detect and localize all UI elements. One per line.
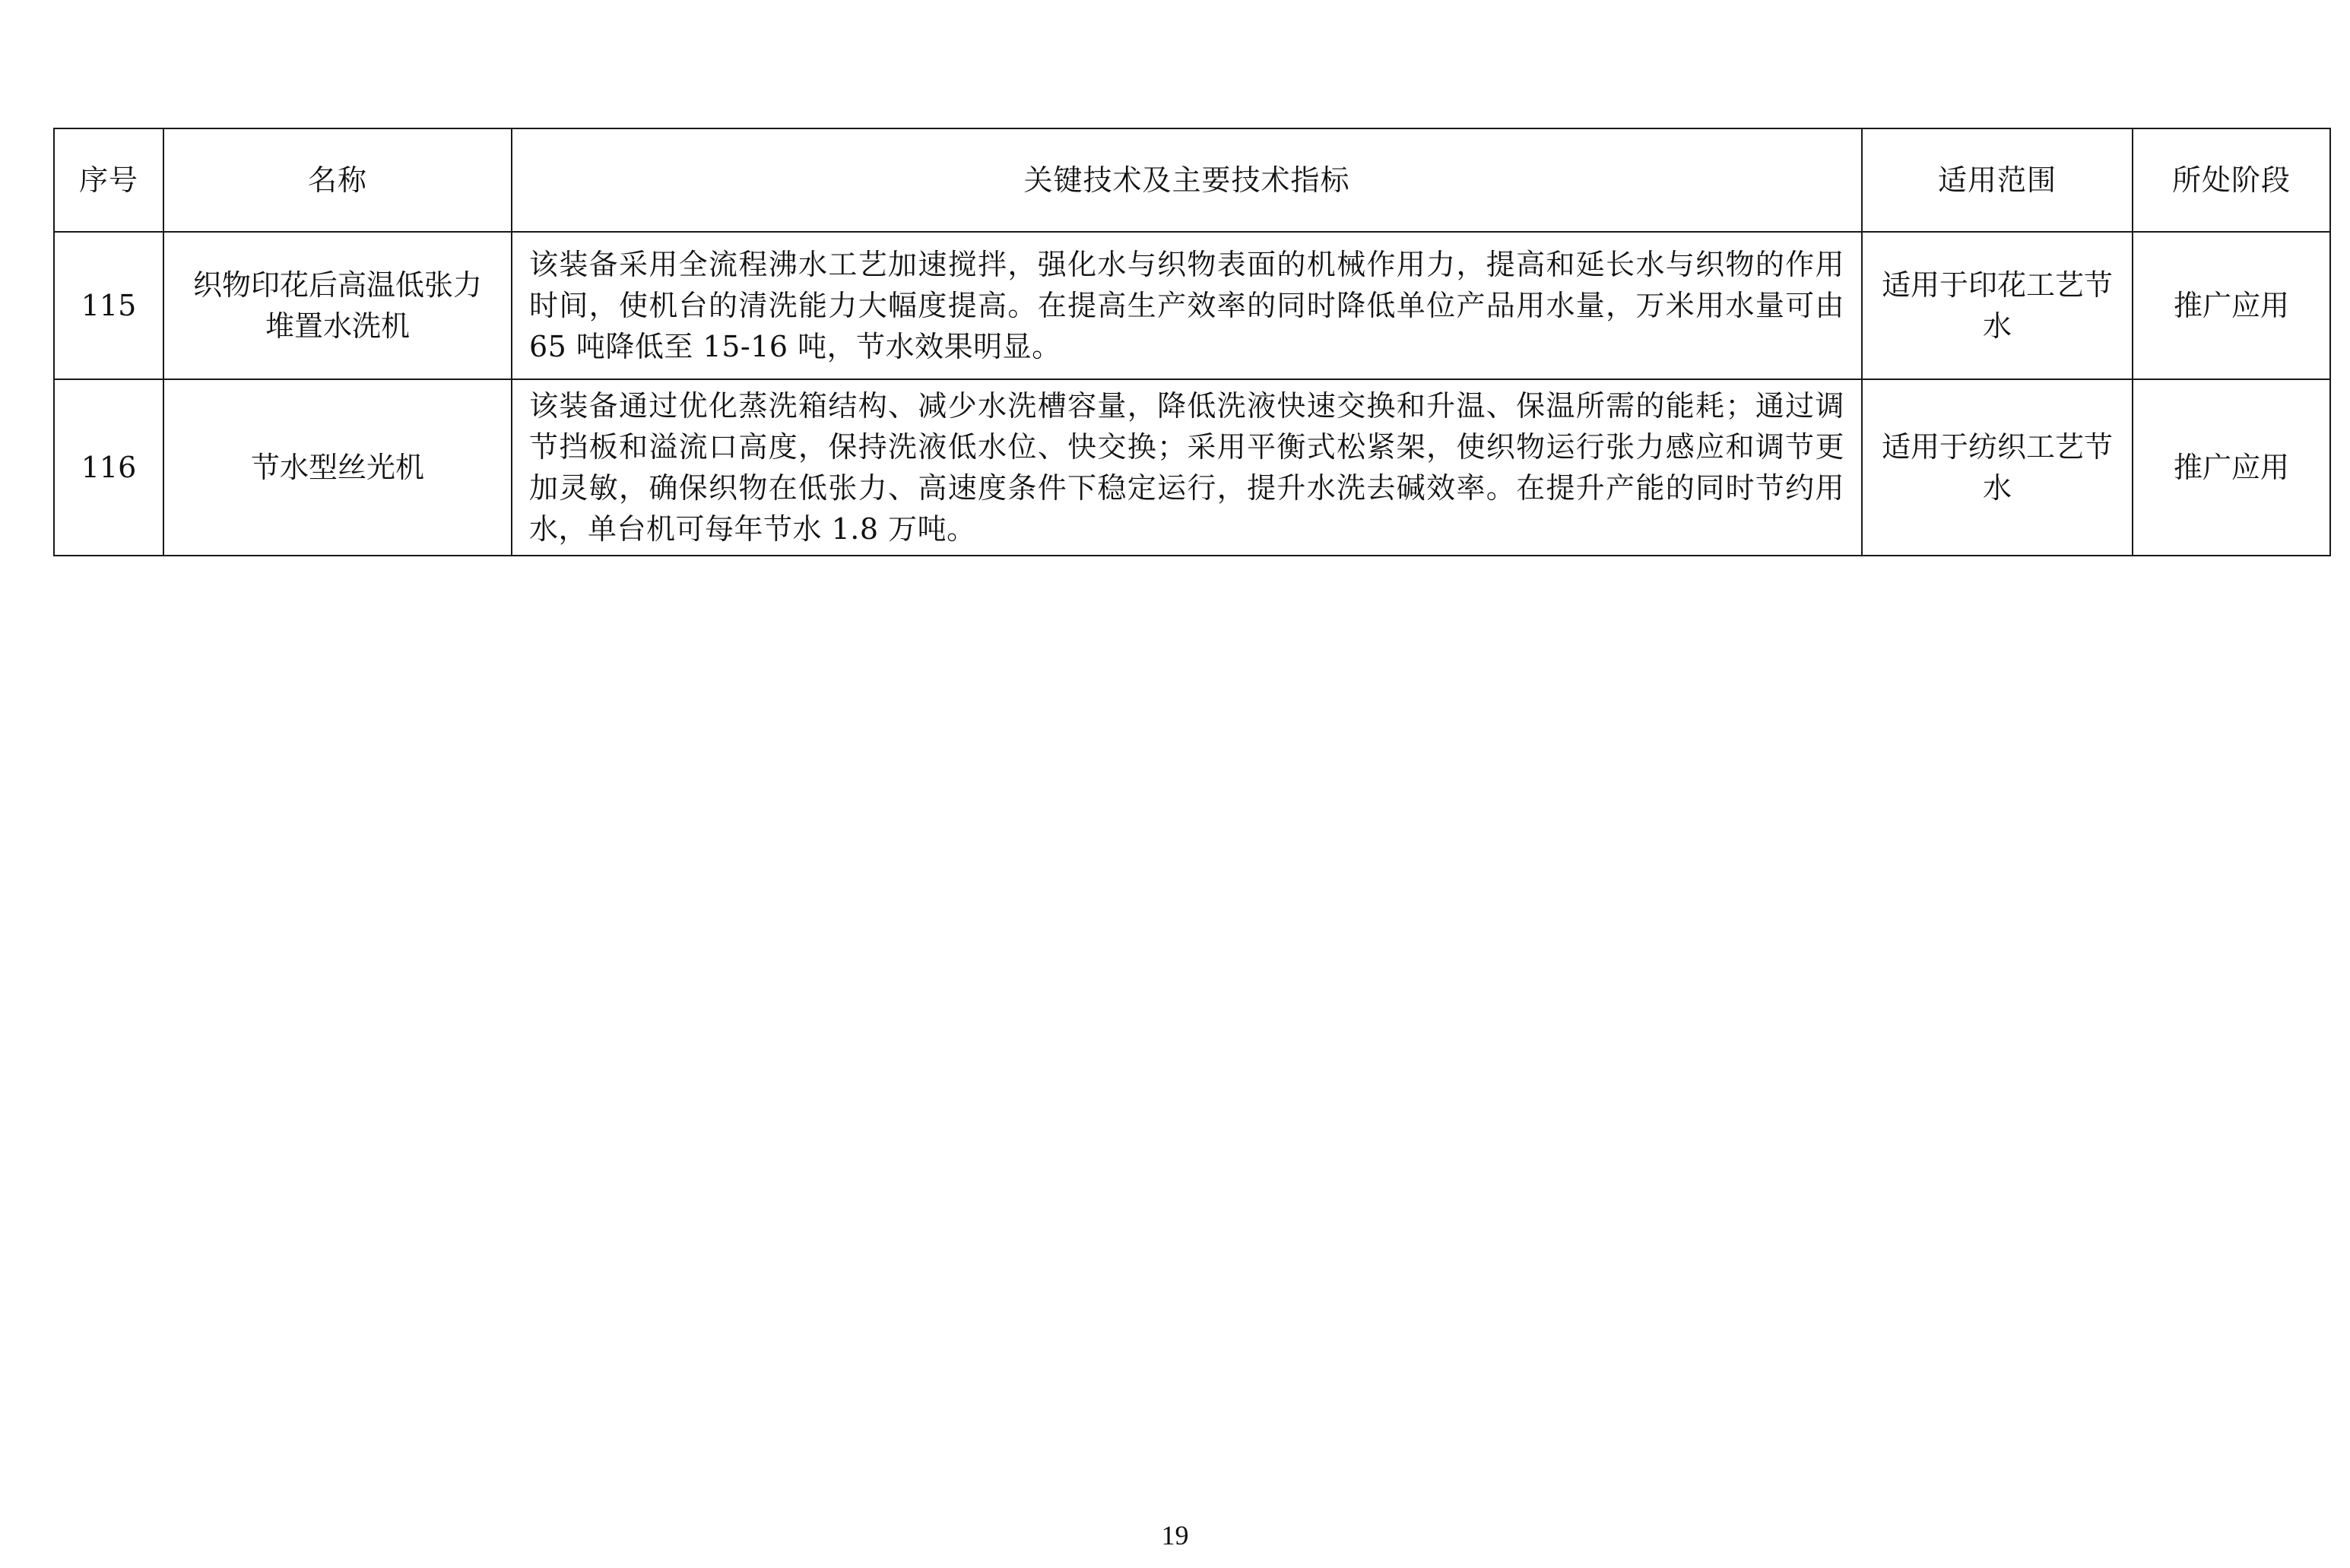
row-name: 节水型丝光机	[163, 379, 512, 556]
row-scope: 适用于印花工艺节水	[1862, 232, 2133, 379]
page-number: 19	[1161, 1520, 1189, 1551]
header-name: 名称	[163, 128, 512, 232]
table-header-row	[54, 128, 2330, 232]
header-scope: 适用范围	[1862, 128, 2133, 232]
header-key-tech: 关键技术及主要技术指标	[512, 128, 1862, 232]
technology-table	[53, 128, 2331, 556]
table-row	[54, 232, 2330, 379]
row-number: 116	[54, 379, 163, 556]
row-scope: 适用于纺织工艺节水	[1862, 379, 2133, 556]
header-number: 序号	[54, 128, 163, 232]
row-stage: 推广应用	[2133, 232, 2330, 379]
row-name: 织物印花后高温低张力堆置水洗机	[163, 232, 512, 379]
table-row	[54, 379, 2330, 556]
row-stage: 推广应用	[2133, 379, 2330, 556]
row-key-tech: 该装备通过优化蒸洗箱结构、减少水洗槽容量，降低洗液快速交换和升温、保温所需的能耗；通过调节挡板和溢流口高度，保持洗液低水位、快交换；采用平衡式松紧架，使织物运行张力感应和调节更加灵敏，确保织物在低张力、高速度条件下稳定运行，提升水洗去碱效率。在提升产能的同时节约用水，单台机可每年节水 1.8 万吨。	[512, 379, 1862, 556]
row-key-tech: 该装备采用全流程沸水工艺加速搅拌，强化水与织物表面的机械作用力，提高和延长水与织物的作用时间，使机台的清洗能力大幅度提高。在提高生产效率的同时降低单位产品用水量，万米用水量可由 65 吨降低至 15-16 吨，节水效果明显。	[512, 232, 1862, 379]
row-number: 115	[54, 232, 163, 379]
header-stage: 所处阶段	[2133, 128, 2330, 232]
